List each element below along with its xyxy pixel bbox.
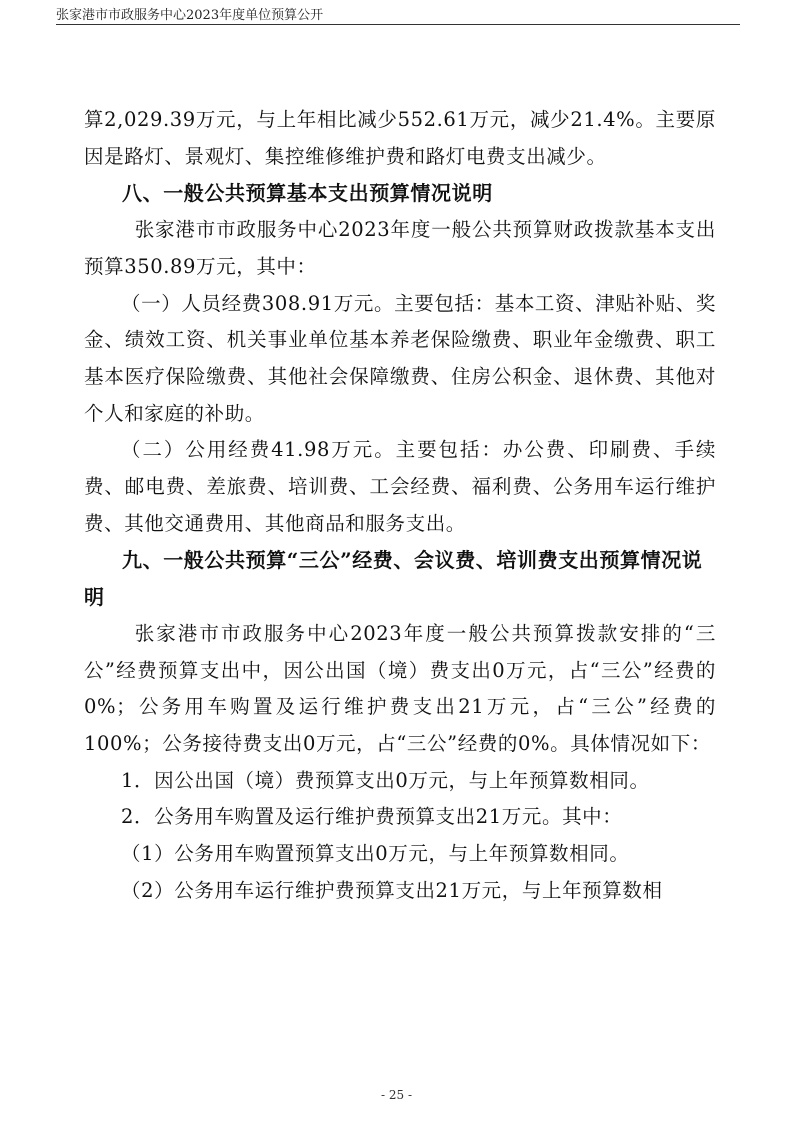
- list-item-vehicle-maintenance: （2）公务用车运行维护费预算支出21万元，与上年预算数相: [121, 878, 663, 902]
- list-item-overseas-travel: 1．因公出国（境）费预算支出0万元，与上年预算数相同。: [121, 768, 650, 792]
- paragraph-public-expenses: （二）公用经费41.98万元。主要包括：办公费、印刷费、手续费、邮电费、差旅费、培训费、工会经费、福利费、公务用车运行维护费、其他交通费用、其他商品和服务支出。: [84, 438, 716, 535]
- paragraph-personnel-expenses: （一）人员经费308.91万元。主要包括：基本工资、津贴补贴、奖金、绩效工资、机关事业单位基本养老保险缴费、职业年金缴费、职工基本医疗保险缴费、其他社会保障缴费、住房公积金、退休费、其他对个人和家庭的补助。: [84, 291, 716, 425]
- page-header: 张家港市市政服务中心2023年度单位预算公开: [56, 8, 324, 23]
- page-number: - 25 -: [380, 1088, 412, 1102]
- header-divider: [56, 24, 740, 25]
- paragraph-three-public-expenses: 张家港市市政服务中心2023年度一般公共预算拨款安排的“三公”经费预算支出中，因公出国（境）费支出0万元，占“三公”经费的0%；公务用车购置及运行维护费支出21万元，占“三公”经费的100%；公务接待费支出0万元，占“三公”经费的0%。具体情况如下：: [84, 621, 716, 755]
- paragraph-budget-change: 算2,029.39万元，与上年相比减少552.61万元，减少21.4%。主要原因是路灯、景观灯、集控维修维护费和路灯电费支出减少。: [84, 108, 716, 168]
- list-item-vehicle-purchase: （1）公务用车购置预算支出0万元，与上年预算数相同。: [121, 842, 630, 866]
- section-heading-9: 九、一般公共预算“三公”经费、会议费、培训费支出预算情况说明: [84, 548, 703, 610]
- list-item-vehicle-expenses: 2．公务用车购置及运行维护费预算支出21万元。其中：: [121, 805, 623, 829]
- document-body: [84, 102, 716, 909]
- section-heading-8: 八、一般公共预算基本支出预算情况说明: [122, 181, 493, 206]
- paragraph-basic-expenditure: 张家港市市政服务中心2023年度一般公共预算财政拨款基本支出预算350.89万元，其中：: [84, 218, 716, 278]
